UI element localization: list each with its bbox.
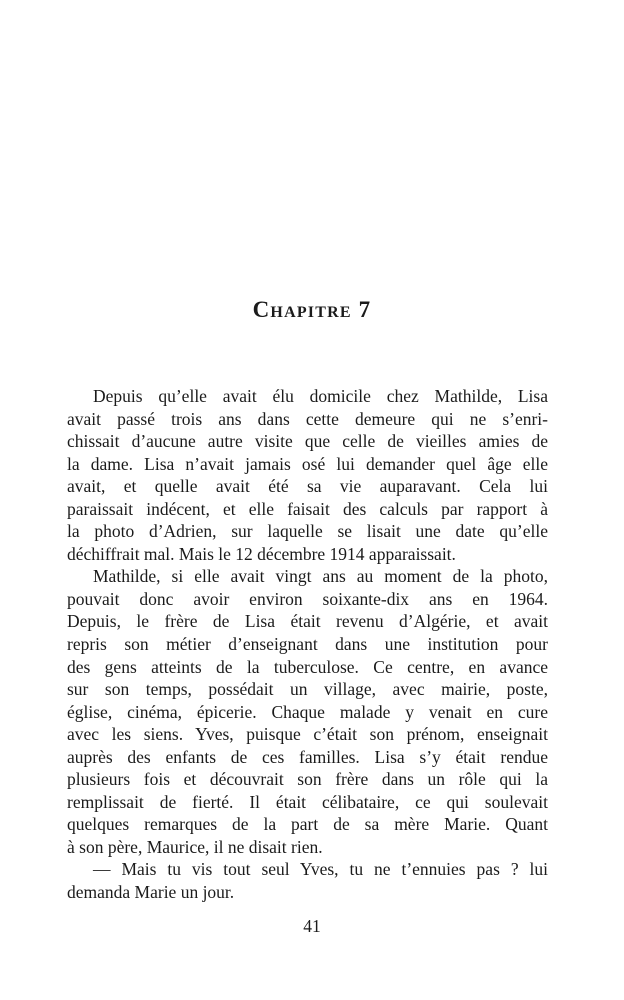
page-number: 41 [303,916,321,936]
text-block [67,385,548,904]
text-line: avec les siens. Yves, puisque c’était son prénom, enseignait [67,724,548,745]
text-line: la dame. Lisa n’avait jamais osé lui demander quel âge elle [67,453,548,474]
paragraph [67,858,548,903]
text-line: pouvait donc avoir environ soixante-dix ans en 1964. [67,588,548,609]
text-line: remplissait de fierté. Il était célibataire, ce qui soulevait [67,791,548,812]
text-line: quelques remarques de la part de sa mère Marie. Quant [67,814,548,835]
text-line: sur son temps, possédait un village, avec mairie, poste, [67,679,548,700]
text-line: à son père, Maurice, il ne disait rien. [67,836,323,857]
text-line: Depuis qu’elle avait élu domicile chez Mathilde, Lisa [93,386,548,406]
text-line: demanda Marie un jour. [67,882,235,903]
text-line: église, cinéma, épicerie. Chaque malade y venait en cure [67,701,548,722]
paragraph [67,565,548,858]
text-line: — Mais tu vis tout seul Yves, tu ne t’ennuies pas ? lui [93,859,548,880]
text-line: la photo d’Adrien, sur laquelle se lisait une date qu’elle [67,521,548,542]
text-line: chissait d’aucune autre visite que celle de vieilles amies de [67,431,548,452]
text-line: déchiffrait mal. Mais le 12 décembre 1914 apparaissait. [67,543,456,564]
text-line: paraissait indécent, et elle faisait des calculs par rapport à [67,498,548,519]
text-line: plusieurs fois et découvrait son frère dans un rôle qui la [67,769,548,790]
text-line: Depuis, le frère de Lisa était revenu d’Algérie, et avait [67,611,548,632]
text-line: des gens atteints de la tuberculose. Ce centre, en avance [67,656,548,677]
text-line: avait, et quelle avait été sa vie auparavant. Cela lui [67,476,548,497]
chapter-heading: Chapitre 7 [252,297,372,322]
paragraph [67,385,548,565]
text-line: avait passé trois ans dans cette demeure qui ne s’enri- [67,408,548,429]
text-line: repris son métier d’enseignant dans une institution pour [67,634,548,655]
text-line: Mathilde, si elle avait vingt ans au moment de la photo, [93,566,548,587]
text-line: auprès des enfants de ces familles. Lisa s’y était rendue [67,746,548,767]
